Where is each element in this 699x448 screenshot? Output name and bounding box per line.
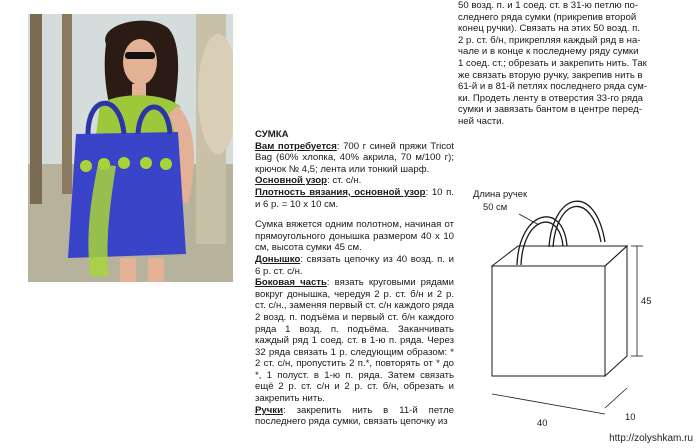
instructions-column-right bbox=[458, 0, 694, 128]
bag-top-opening bbox=[492, 246, 627, 266]
pattern-paragraph bbox=[255, 175, 454, 187]
right-line: конец ручки). Связать на этих 50 возд. п. bbox=[458, 23, 640, 35]
gauge-label: Плотность вязания, основной узор bbox=[255, 186, 426, 198]
product-photo bbox=[28, 14, 233, 282]
width-dimension-line bbox=[492, 394, 605, 414]
materials-text: : 700 г синей пряжи Tricot Bag (60% хлопка, 40% акрила, 70 м/100 г); крючок № 4,5; лента или тонкий шарф. bbox=[255, 140, 455, 175]
right-line: 2 р. ст. б/н, прикрепляя каждый ряд в на- bbox=[458, 34, 641, 46]
handles-label: Ручки bbox=[255, 404, 284, 416]
side-paragraph bbox=[255, 277, 454, 405]
bag-side-face bbox=[605, 246, 627, 376]
section-title: СУМКА bbox=[255, 129, 289, 140]
handles-text: : закрепить нить в 11-й петле последнего ряда сумки, связать цепочку из bbox=[255, 404, 454, 428]
handle-length-label: Длина ручек bbox=[473, 188, 528, 199]
materials-label: Вам потребуется bbox=[255, 140, 337, 152]
watermark-url: http://zolyshkam.ru bbox=[609, 433, 693, 444]
bag-front-face bbox=[492, 266, 605, 376]
intro-paragraph: Сумка вяжется одним полотном, начиная от прямоугольного донышка размером 40 х 10 см, высота сумки 45 см. bbox=[255, 219, 454, 254]
pattern-text: : ст. с/н. bbox=[327, 175, 362, 187]
gauge-text: : 10 п. и 6 р. = 10 х 10 см. bbox=[255, 186, 454, 210]
handle-length-value: 50 см bbox=[483, 201, 508, 212]
right-line: 50 возд. п. и 1 соед. ст. в 31-ю петлю по- bbox=[458, 0, 639, 11]
gauge-paragraph bbox=[255, 187, 454, 210]
side-text: : вязать круговыми рядами вокруг донышка, чередуя 2 р. ст. б/н и 2 р. ст. с/н., заменяя первый ст. с/н каждого ряда 2 возд. п. подъёма и первый ст. б/н каждого ряда 1 возд. п. подъёма. Заканчивать каждый ряд 1 соед. ст. в 1-ю п. ряда. Через 32 ряда связать 1 р. следующим образом: * 2 ст. с/н, пропустить 2 п.*, повторять от * до *, 1 полуст. в 1-ю п. ряда. Затем связать ещё 2 р. ст. с/н и 2 р. ст. б/н, обрезать и закрепить нить. bbox=[255, 277, 454, 405]
handle-front bbox=[517, 217, 567, 265]
handle-back-inner bbox=[553, 206, 601, 247]
right-line: сумки и завязать бантом в центре перед- bbox=[458, 104, 642, 116]
right-line: же связать вторую ручку, закрепив нить в bbox=[458, 69, 643, 81]
materials-paragraph bbox=[255, 141, 454, 176]
pattern-label: Основной узор bbox=[255, 175, 328, 187]
right-line: следнего ряда сумки (прикрепив второй bbox=[458, 11, 637, 23]
width-label: 40 bbox=[537, 417, 548, 428]
bottom-paragraph bbox=[255, 254, 454, 277]
right-line: 61-й и в 81-й петлях последнего ряда сум- bbox=[458, 81, 648, 93]
model-with-bag-illustration bbox=[28, 14, 233, 282]
depth-dimension-line bbox=[605, 388, 627, 408]
right-line: чале и в конце к последнему ряду сумки bbox=[458, 46, 639, 58]
instructions-column-left bbox=[255, 129, 454, 428]
bag-schematic-diagram bbox=[455, 180, 695, 430]
side-label: Боковая часть bbox=[255, 277, 327, 289]
depth-label: 10 bbox=[625, 411, 636, 422]
right-line: 1 соед. ст.; обрезать и закрепить нить. Так bbox=[458, 57, 647, 69]
height-label: 45 bbox=[641, 295, 652, 306]
right-line: ней части. bbox=[458, 115, 505, 127]
handles-paragraph bbox=[255, 405, 454, 428]
bottom-label: Донышко bbox=[255, 253, 301, 265]
bottom-text: : связать цепочку из 40 возд. п. и 6 р. ст. с/н. bbox=[255, 253, 454, 277]
right-line: ки. Продеть ленту в отверстия 33-го ряда bbox=[458, 92, 643, 104]
